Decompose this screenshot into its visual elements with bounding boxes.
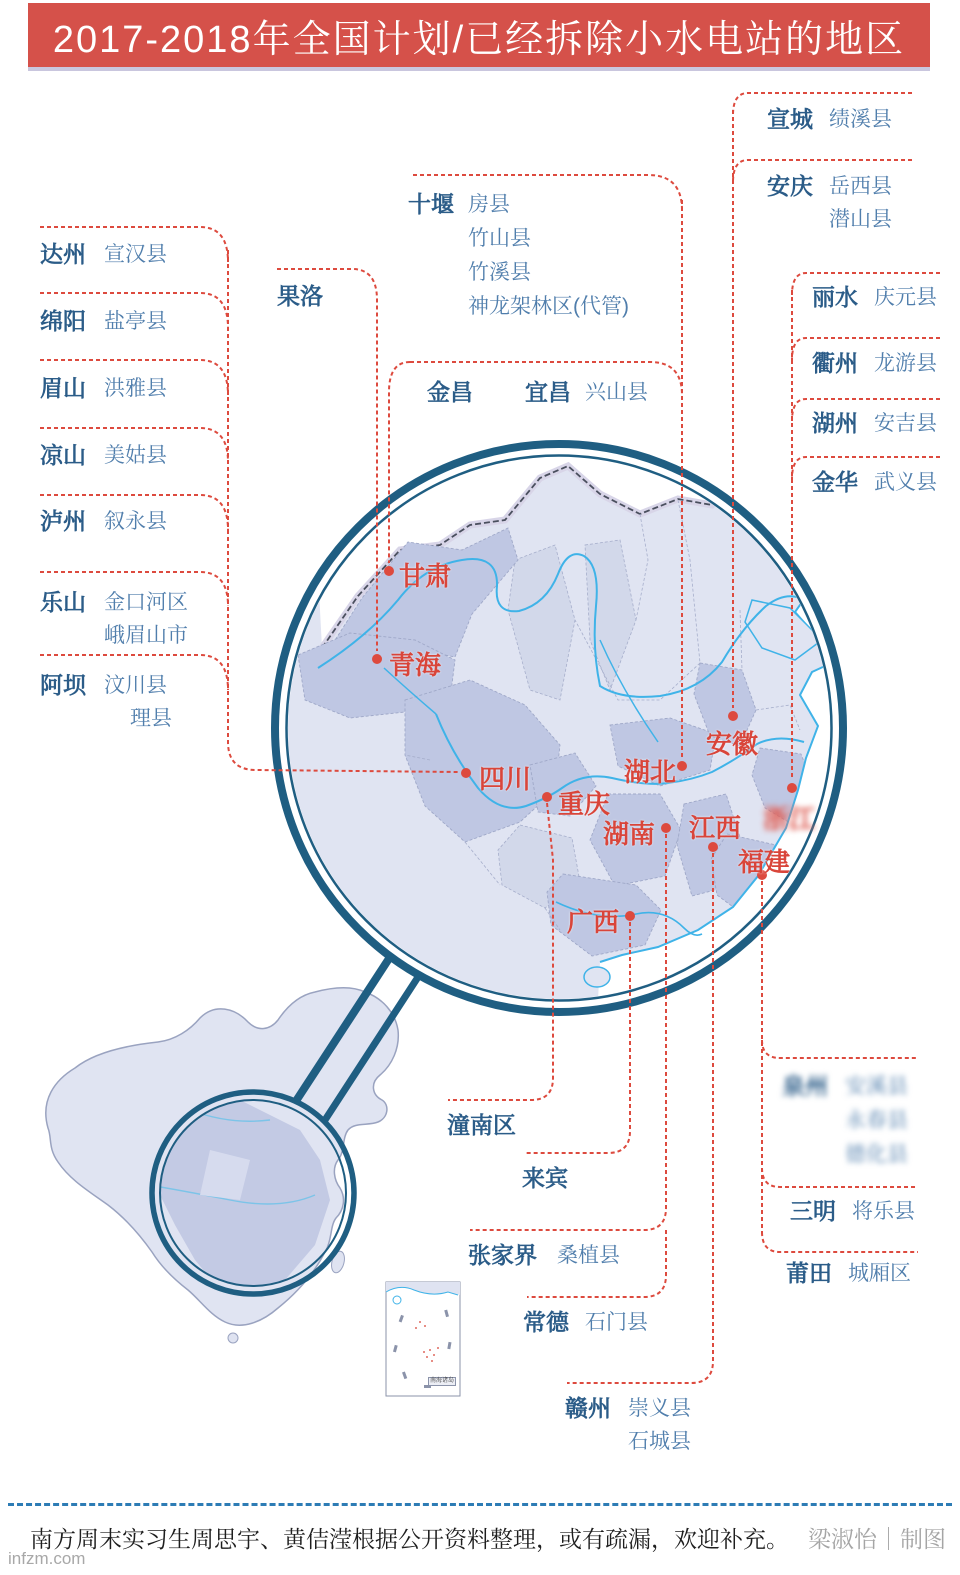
city-leshan: 乐山 <box>40 589 86 615</box>
footer-credit: 梁淑怡｜制图 <box>808 1526 946 1552</box>
city-mianyang: 绵阳 <box>40 308 86 334</box>
city-aba: 阿坝 <box>40 672 86 698</box>
map-label-chongqing: 重庆 <box>558 789 611 819</box>
county-xuyong: 叙永县 <box>104 510 167 533</box>
county-zhuxi: 竹溪县 <box>468 261 531 284</box>
county-yanting: 盐亭县 <box>104 310 167 333</box>
city-jinhua: 金华 <box>812 469 858 495</box>
county-yuexi: 岳西县 <box>829 175 892 198</box>
city-yichang: 宜昌 <box>525 379 571 405</box>
county-wuyi: 武义县 <box>874 471 937 494</box>
county-shennongjia: 神龙架林区(代管) <box>468 295 629 318</box>
city-ganzhou: 赣州 <box>565 1395 611 1421</box>
map-label-gansu: 甘肃 <box>399 561 452 591</box>
map-label-hubei: 湖北 <box>624 757 677 787</box>
china-locator-map <box>46 954 420 1343</box>
city-tongnan: 潼南区 <box>447 1112 516 1138</box>
county-lixian: 理县 <box>130 707 172 730</box>
city-quzhou: 衢州 <box>812 350 858 376</box>
county-fangxian: 房县 <box>468 193 510 216</box>
page-title: 2017-2018年全国计划/已经拆除小水电站的地区 <box>52 18 906 61</box>
county-longyou: 龙游县 <box>874 352 937 375</box>
county-shimen: 石门县 <box>585 1311 648 1334</box>
county-zhushan: 竹山县 <box>468 227 531 250</box>
city-zhangjiajie: 张家界 <box>468 1242 537 1268</box>
city-xuancheng: 宣城 <box>767 106 813 132</box>
county-chengxiang: 城厢区 <box>848 1262 911 1285</box>
city-shiyan: 十堰 <box>408 191 454 217</box>
county-xuanhan: 宣汉县 <box>104 243 167 266</box>
city-huzhou: 湖州 <box>812 410 858 436</box>
county-chongyi: 崇义县 <box>628 1397 691 1420</box>
county-xingshan: 兴山县 <box>585 381 648 404</box>
watermark: infzm.com <box>8 1549 86 1568</box>
county-sangzhi: 桑植县 <box>557 1244 620 1267</box>
map-label-zhejiang: 浙江 <box>763 804 816 834</box>
city-meishan: 眉山 <box>40 375 86 401</box>
county-jixi: 绩溪县 <box>829 108 892 131</box>
city-quanzhou: 泉州 <box>782 1073 828 1099</box>
map-label-guangxi: 广西 <box>567 907 620 937</box>
county-qianshan: 潜山县 <box>829 208 892 231</box>
city-changde: 常德 <box>523 1309 569 1335</box>
map-label-jiangxi: 江西 <box>689 813 742 843</box>
city-sanming: 三明 <box>790 1198 836 1224</box>
county-dehua: 德化县 <box>845 1143 908 1166</box>
inset-label: 南海诸岛 <box>430 1378 455 1384</box>
county-emeishan: 峨眉山市 <box>104 624 188 647</box>
city-laibin: 来宾 <box>522 1165 568 1191</box>
county-anji: 安吉县 <box>874 412 937 435</box>
county-yongchun: 永春县 <box>845 1109 908 1132</box>
map-label-fujian: 福建 <box>738 847 791 877</box>
city-jinchang: 金昌 <box>427 379 473 405</box>
map-label-sichuan: 四川 <box>479 764 532 794</box>
footer-divider <box>8 1503 952 1506</box>
county-meigu: 美姑县 <box>104 444 167 467</box>
county-jinkouhe: 金口河区 <box>104 591 188 614</box>
footer-note: 南方周末实习生周思宇、黄佶滢根据公开资料整理，或有疏漏，欢迎补充。 <box>30 1526 789 1552</box>
title-banner <box>28 3 930 71</box>
map-label-qinghai: 青海 <box>389 650 442 680</box>
map-label-hunan: 湖南 <box>603 819 656 849</box>
map-label-anhui: 安徽 <box>706 729 759 759</box>
county-jiangle: 将乐县 <box>852 1200 915 1223</box>
city-luzhou: 泸州 <box>40 508 86 534</box>
city-dazhou: 达州 <box>40 241 86 267</box>
city-putian: 莆田 <box>786 1260 832 1286</box>
county-qingyuan: 庆元县 <box>874 286 937 309</box>
county-wenchuan: 汶川县 <box>104 674 167 697</box>
county-hongya: 洪雅县 <box>104 377 167 400</box>
county-shicheng: 石城县 <box>628 1430 691 1453</box>
city-guoluo: 果洛 <box>277 283 323 309</box>
county-anxi: 安溪县 <box>845 1075 908 1098</box>
city-lishui: 丽水 <box>812 284 858 310</box>
city-liangshan: 凉山 <box>40 442 86 468</box>
city-anqing: 安庆 <box>767 173 813 199</box>
